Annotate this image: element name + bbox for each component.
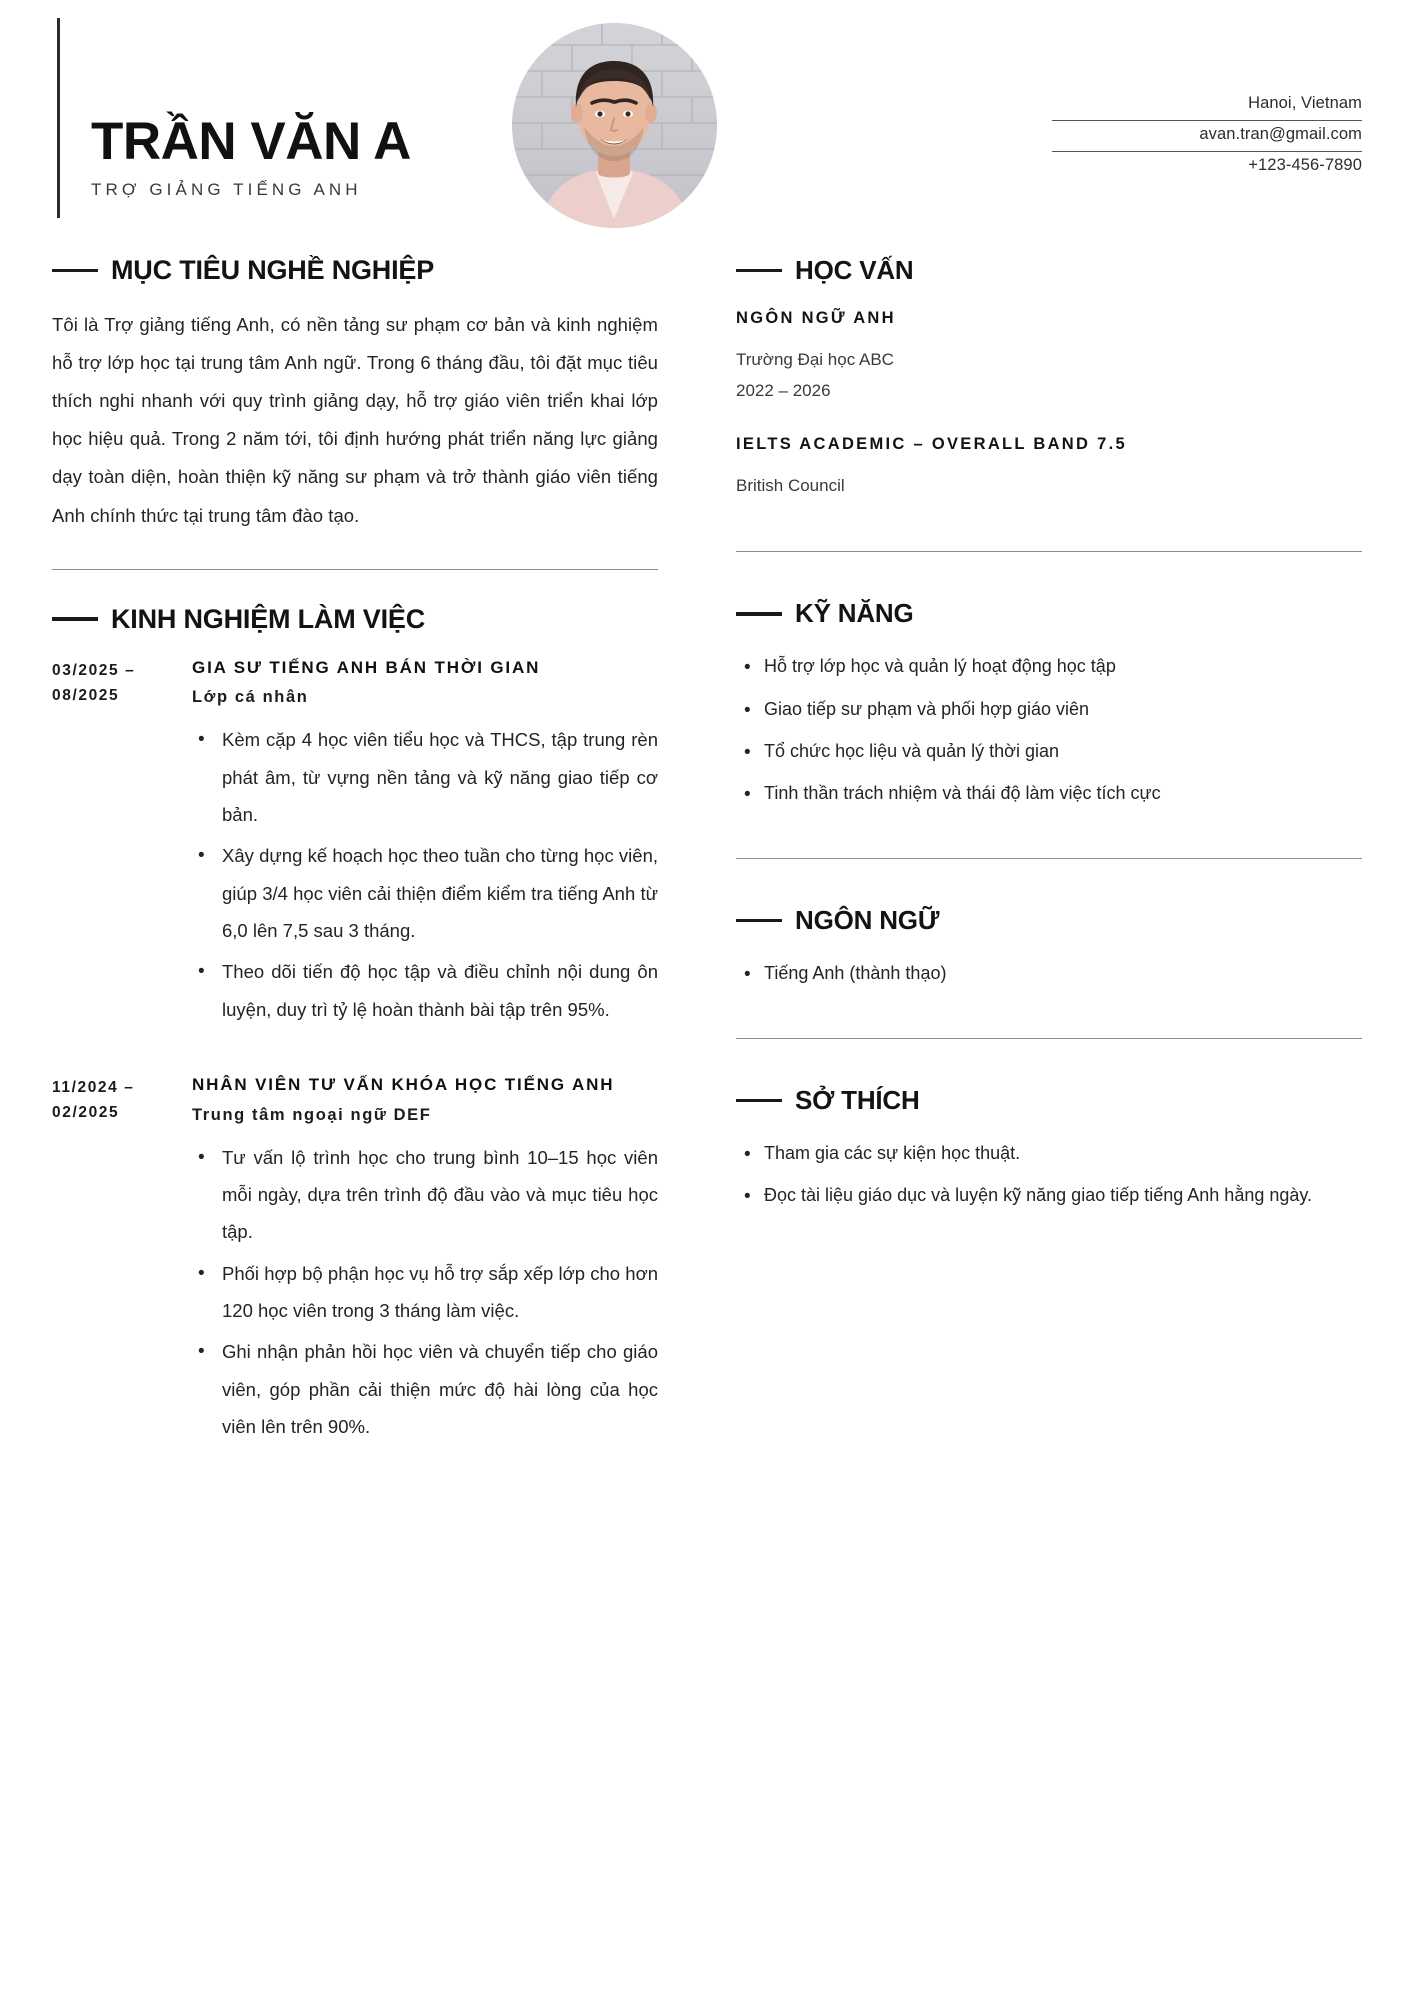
skills-list xyxy=(736,649,1362,810)
contact-location: Hanoi, Vietnam xyxy=(1248,94,1362,112)
heading-dash-icon xyxy=(736,612,782,616)
languages-heading: NGÔN NGỮ xyxy=(795,904,940,935)
heading-dash-icon xyxy=(736,919,782,923)
resume-body xyxy=(0,255,1414,1449)
avatar xyxy=(512,23,717,228)
list-item: • Tinh thần trách nhiệm và thái độ làm việc tích cực xyxy=(736,776,1362,811)
languages-list xyxy=(736,956,1362,991)
list-item: • Kèm cặp 4 học viên tiểu học và THCS, tập trung rèn phát âm, từ vựng nền tảng và kỹ năng giao tiếp cơ bản. xyxy=(192,721,658,833)
education-school: Trường Đại học ABC xyxy=(736,349,894,369)
page-title: TRẦN VĂN A xyxy=(91,111,411,171)
job-role-subtitle: TRỢ GIẢNG TIẾNG ANH xyxy=(91,180,362,199)
experience-dates: 03/2025 – 08/2025 xyxy=(52,661,136,704)
list-item: • Đọc tài liệu giáo dục và luyện kỹ năng giao tiếp tiếng Anh hằng ngày. xyxy=(736,1178,1362,1213)
interests-heading: SỞ THÍCH xyxy=(795,1084,920,1115)
education-heading: HỌC VẤN xyxy=(795,255,914,285)
experience-job-title: GIA SƯ TIẾNG ANH BÁN THỜI GIAN xyxy=(192,657,541,677)
education-degree: NGÔN NGỮ ANH xyxy=(736,309,896,327)
experience-section-header xyxy=(52,604,658,635)
objective-heading: MỤC TIÊU NGHỀ NGHIỆP xyxy=(111,255,435,285)
experience-org: Lớp cá nhân xyxy=(192,688,309,707)
list-item: • Tham gia các sự kiện học thuật. xyxy=(736,1136,1362,1171)
experience-job-title: NHÂN VIÊN TƯ VẤN KHÓA HỌC TIẾNG ANH xyxy=(192,1075,615,1095)
name-block xyxy=(57,18,411,218)
experience-bullet-list xyxy=(192,1139,658,1446)
experience-dates: 11/2024 – 02/2025 xyxy=(52,1079,135,1122)
education-years: 2022 – 2026 xyxy=(736,381,831,400)
experience-heading: KINH NGHIỆM LÀM VIỆC xyxy=(111,603,426,634)
experience-org: Trung tâm ngoại ngữ DEF xyxy=(192,1105,432,1124)
contact-list xyxy=(1052,90,1362,182)
heading-dash-icon xyxy=(52,269,98,273)
education-entry xyxy=(736,432,1362,501)
resume-header xyxy=(0,0,1414,255)
certification-issuer: British Council xyxy=(736,476,845,495)
contact-phone[interactable]: +123-456-7890 xyxy=(1052,151,1362,182)
list-item: • Theo dõi tiến độ học tập và điều chỉnh nội dung ôn luyện, duy trì tỷ lệ hoàn thành bài tập trên 95%. xyxy=(192,953,658,1028)
contact-email[interactable]: avan.tran@gmail.com xyxy=(1052,120,1362,151)
objective-text: Tôi là Trợ giảng tiếng Anh, có nền tảng sư phạm cơ bản và kinh nghiệm hỗ trợ lớp học tại trung tâm Anh ngữ. Trong 6 tháng đầu, tôi đặt mục tiêu thích nghi nhanh với quy trình giảng dạy, hỗ trợ giáo viên triển khai lớp học hiệu quả. Trong 2 năm tới, tôi định hướng phát triển năng lực giảng dạy toàn diện, hoàn thiện kỹ năng sư phạm và trở thành giáo viên tiếng Anh chính thức tại trung tâm đào tạo. xyxy=(52,314,658,526)
skills-heading: KỸ NĂNG xyxy=(795,598,914,629)
education-entry xyxy=(736,306,1362,406)
portrait-photo-icon xyxy=(512,23,717,228)
certification-name: IELTS ACADEMIC – OVERALL BAND 7.5 xyxy=(736,435,1127,454)
education-section-header xyxy=(736,255,1362,286)
heading-dash-icon xyxy=(736,1099,782,1103)
list-item: • Giao tiếp sư phạm và phối hợp giáo viên xyxy=(736,692,1362,727)
experience-entry xyxy=(52,655,658,1032)
experience-bullet-list xyxy=(192,721,658,1028)
sidebar-column xyxy=(688,255,1362,1449)
skills-section-header xyxy=(736,598,1362,629)
languages-section-header xyxy=(736,905,1362,936)
interests-list xyxy=(736,1136,1362,1213)
list-item: • Phối hợp bộ phận học vụ hỗ trợ sắp xếp lớp cho hơn 120 học viên trong 3 tháng làm việc. xyxy=(192,1255,658,1330)
objective-section-header xyxy=(52,255,658,286)
main-column xyxy=(52,255,688,1449)
experience-detail xyxy=(192,655,658,1032)
interests-section-header xyxy=(736,1085,1362,1116)
list-item: • Tổ chức học liệu và quản lý thời gian xyxy=(736,734,1362,769)
list-item: • Hỗ trợ lớp học và quản lý hoạt động học tập xyxy=(736,649,1362,684)
experience-entry xyxy=(52,1072,658,1449)
heading-dash-icon xyxy=(736,269,782,273)
list-item: • Ghi nhận phản hồi học viên và chuyển tiếp cho giáo viên, góp phần cải thiện mức độ hài lòng của học viên lên trên 90%. xyxy=(192,1333,658,1445)
heading-dash-icon xyxy=(52,617,98,621)
list-item: • Tư vấn lộ trình học cho trung bình 10–15 học viên mỗi ngày, dựa trên trình độ đầu vào và mục tiêu học tập. xyxy=(192,1139,658,1251)
experience-detail xyxy=(192,1072,658,1449)
list-item: • Tiếng Anh (thành thạo) xyxy=(736,956,1362,991)
list-item: • Xây dựng kế hoạch học theo tuần cho từng học viên, giúp 3/4 học viên cải thiện điểm kiểm tra tiếng Anh từ 6,0 lên 7,5 sau 3 tháng. xyxy=(192,837,658,949)
